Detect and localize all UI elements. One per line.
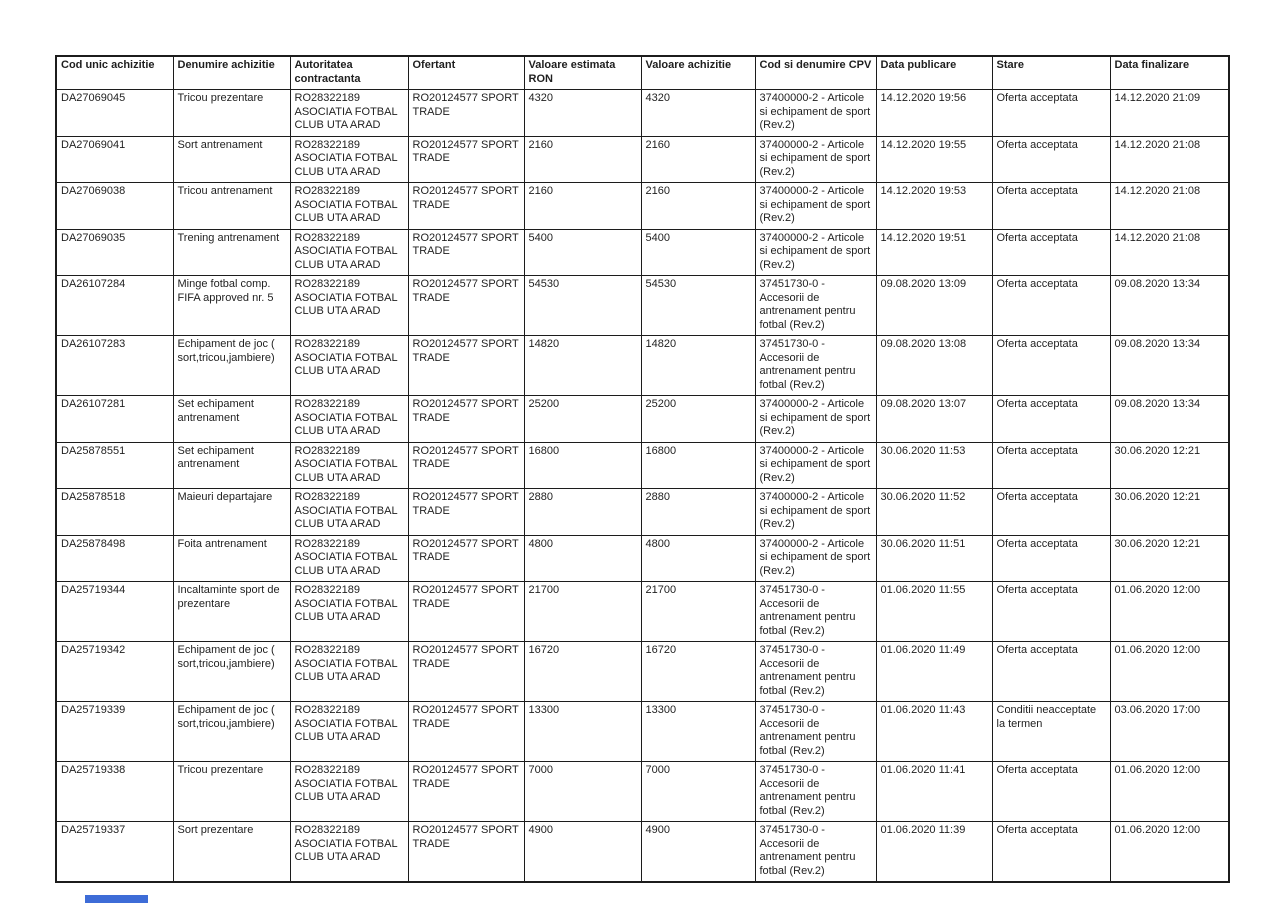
cell-valoare-achizitie: 2160 <box>641 136 755 183</box>
cell-cod-unic: DA25719344 <box>56 582 173 642</box>
column-header-valoare-achizitie: Valoare achizitie <box>641 56 755 90</box>
cell-autoritate: RO28322189 ASOCIATIA FOTBAL CLUB UTA ARAD <box>290 762 408 822</box>
cell-valoare-estimata: 54530 <box>524 276 641 336</box>
cell-valoare-achizitie: 16800 <box>641 442 755 489</box>
cell-valoare-achizitie: 4800 <box>641 535 755 582</box>
column-header-denumire: Denumire achizitie <box>173 56 290 90</box>
cell-valoare-achizitie: 2160 <box>641 183 755 230</box>
cell-ofertant: RO20124577 SPORT TRADE <box>408 702 524 762</box>
cell-valoare-achizitie: 14820 <box>641 336 755 396</box>
cell-denumire: Echipament de joc ( sort,tricou,jambiere) <box>173 702 290 762</box>
cell-data-finalizare: 01.06.2020 12:00 <box>1110 822 1229 883</box>
cell-cod-unic: DA26107281 <box>56 396 173 443</box>
column-header-autoritate: Autoritatea contractanta <box>290 56 408 90</box>
table-body <box>56 90 1229 883</box>
cell-cpv: 37451730-0 - Accesorii de antrenament pentru fotbal (Rev.2) <box>755 642 876 702</box>
cell-stare: Oferta acceptata <box>992 642 1110 702</box>
column-header-data-publicare: Data publicare <box>876 56 992 90</box>
cell-ofertant: RO20124577 SPORT TRADE <box>408 822 524 883</box>
cell-denumire: Sort antrenament <box>173 136 290 183</box>
cell-data-publicare: 14.12.2020 19:56 <box>876 90 992 137</box>
cell-valoare-estimata: 16800 <box>524 442 641 489</box>
cell-stare: Oferta acceptata <box>992 229 1110 276</box>
cell-data-publicare: 01.06.2020 11:41 <box>876 762 992 822</box>
cell-autoritate: RO28322189 ASOCIATIA FOTBAL CLUB UTA ARAD <box>290 442 408 489</box>
cell-data-publicare: 30.06.2020 11:51 <box>876 535 992 582</box>
table-row <box>56 822 1229 883</box>
cell-ofertant: RO20124577 SPORT TRADE <box>408 582 524 642</box>
cell-ofertant: RO20124577 SPORT TRADE <box>408 276 524 336</box>
cell-valoare-achizitie: 13300 <box>641 702 755 762</box>
cell-valoare-achizitie: 25200 <box>641 396 755 443</box>
cell-valoare-estimata: 25200 <box>524 396 641 443</box>
cell-data-publicare: 09.08.2020 13:08 <box>876 336 992 396</box>
cell-autoritate: RO28322189 ASOCIATIA FOTBAL CLUB UTA ARAD <box>290 396 408 443</box>
cell-data-publicare: 30.06.2020 11:52 <box>876 489 992 536</box>
cell-data-finalizare: 14.12.2020 21:08 <box>1110 183 1229 230</box>
table-row <box>56 229 1229 276</box>
cell-data-publicare: 14.12.2020 19:53 <box>876 183 992 230</box>
table-row <box>56 183 1229 230</box>
cell-data-publicare: 30.06.2020 11:53 <box>876 442 992 489</box>
cell-ofertant: RO20124577 SPORT TRADE <box>408 183 524 230</box>
column-header-cpv: Cod si denumire CPV <box>755 56 876 90</box>
cell-valoare-achizitie: 4320 <box>641 90 755 137</box>
table-row <box>56 489 1229 536</box>
cell-stare: Oferta acceptata <box>992 762 1110 822</box>
cell-cod-unic: DA25719339 <box>56 702 173 762</box>
cell-denumire: Set echipament antrenament <box>173 396 290 443</box>
table-row <box>56 396 1229 443</box>
cell-ofertant: RO20124577 SPORT TRADE <box>408 535 524 582</box>
cell-valoare-estimata: 2880 <box>524 489 641 536</box>
table-row <box>56 336 1229 396</box>
cell-cpv: 37451730-0 - Accesorii de antrenament pentru fotbal (Rev.2) <box>755 582 876 642</box>
cell-cod-unic: DA27069038 <box>56 183 173 230</box>
cell-valoare-estimata: 4900 <box>524 822 641 883</box>
cell-stare: Oferta acceptata <box>992 336 1110 396</box>
cell-valoare-estimata: 2160 <box>524 136 641 183</box>
cell-cpv: 37400000-2 - Articole si echipament de sport (Rev.2) <box>755 489 876 536</box>
cell-cod-unic: DA25719337 <box>56 822 173 883</box>
cell-denumire: Tricou prezentare <box>173 90 290 137</box>
table-row <box>56 276 1229 336</box>
cell-data-finalizare: 01.06.2020 12:00 <box>1110 642 1229 702</box>
column-header-ofertant: Ofertant <box>408 56 524 90</box>
cell-valoare-achizitie: 4900 <box>641 822 755 883</box>
cell-valoare-achizitie: 21700 <box>641 582 755 642</box>
table-row <box>56 642 1229 702</box>
cell-ofertant: RO20124577 SPORT TRADE <box>408 762 524 822</box>
cell-data-publicare: 01.06.2020 11:55 <box>876 582 992 642</box>
cell-data-publicare: 01.06.2020 11:49 <box>876 642 992 702</box>
cell-data-finalizare: 01.06.2020 12:00 <box>1110 762 1229 822</box>
cell-cod-unic: DA26107283 <box>56 336 173 396</box>
cell-cpv: 37400000-2 - Articole si echipament de sport (Rev.2) <box>755 396 876 443</box>
cell-autoritate: RO28322189 ASOCIATIA FOTBAL CLUB UTA ARAD <box>290 822 408 883</box>
cell-stare: Oferta acceptata <box>992 183 1110 230</box>
cell-ofertant: RO20124577 SPORT TRADE <box>408 336 524 396</box>
cell-cpv: 37400000-2 - Articole si echipament de sport (Rev.2) <box>755 90 876 137</box>
cell-denumire: Maieuri departajare <box>173 489 290 536</box>
cell-valoare-estimata: 21700 <box>524 582 641 642</box>
cell-cpv: 37400000-2 - Articole si echipament de sport (Rev.2) <box>755 535 876 582</box>
cell-cod-unic: DA25878551 <box>56 442 173 489</box>
cell-denumire: Tricou antrenament <box>173 183 290 230</box>
cell-data-finalizare: 09.08.2020 13:34 <box>1110 276 1229 336</box>
cell-valoare-achizitie: 54530 <box>641 276 755 336</box>
column-header-data-finalizare: Data finalizare <box>1110 56 1229 90</box>
cell-data-finalizare: 09.08.2020 13:34 <box>1110 396 1229 443</box>
cell-stare: Oferta acceptata <box>992 136 1110 183</box>
cell-stare: Conditii neacceptate la termen <box>992 702 1110 762</box>
procurement-table <box>55 55 1230 883</box>
cell-valoare-estimata: 4320 <box>524 90 641 137</box>
cell-valoare-estimata: 7000 <box>524 762 641 822</box>
table-row <box>56 762 1229 822</box>
cell-data-publicare: 01.06.2020 11:39 <box>876 822 992 883</box>
cell-autoritate: RO28322189 ASOCIATIA FOTBAL CLUB UTA ARAD <box>290 582 408 642</box>
cell-data-finalizare: 14.12.2020 21:08 <box>1110 229 1229 276</box>
cell-autoritate: RO28322189 ASOCIATIA FOTBAL CLUB UTA ARAD <box>290 535 408 582</box>
cell-data-finalizare: 01.06.2020 12:00 <box>1110 582 1229 642</box>
cell-cpv: 37451730-0 - Accesorii de antrenament pentru fotbal (Rev.2) <box>755 762 876 822</box>
cell-autoritate: RO28322189 ASOCIATIA FOTBAL CLUB UTA ARAD <box>290 136 408 183</box>
table-row <box>56 442 1229 489</box>
cell-cod-unic: DA27069045 <box>56 90 173 137</box>
cell-valoare-estimata: 4800 <box>524 535 641 582</box>
cell-ofertant: RO20124577 SPORT TRADE <box>408 90 524 137</box>
cell-cpv: 37451730-0 - Accesorii de antrenament pentru fotbal (Rev.2) <box>755 276 876 336</box>
cell-cod-unic: DA27069041 <box>56 136 173 183</box>
cell-autoritate: RO28322189 ASOCIATIA FOTBAL CLUB UTA ARAD <box>290 336 408 396</box>
cell-cod-unic: DA25878518 <box>56 489 173 536</box>
cell-valoare-estimata: 14820 <box>524 336 641 396</box>
cell-valoare-estimata: 16720 <box>524 642 641 702</box>
bottom-accent-bar <box>85 895 148 903</box>
cell-stare: Oferta acceptata <box>992 396 1110 443</box>
cell-data-finalizare: 30.06.2020 12:21 <box>1110 442 1229 489</box>
cell-stare: Oferta acceptata <box>992 535 1110 582</box>
cell-ofertant: RO20124577 SPORT TRADE <box>408 442 524 489</box>
cell-stare: Oferta acceptata <box>992 442 1110 489</box>
cell-cpv: 37400000-2 - Articole si echipament de sport (Rev.2) <box>755 136 876 183</box>
cell-cod-unic: DA25878498 <box>56 535 173 582</box>
column-header-stare: Stare <box>992 56 1110 90</box>
cell-data-finalizare: 09.08.2020 13:34 <box>1110 336 1229 396</box>
cell-stare: Oferta acceptata <box>992 276 1110 336</box>
cell-stare: Oferta acceptata <box>992 489 1110 536</box>
table-row <box>56 535 1229 582</box>
cell-denumire: Set echipament antrenament <box>173 442 290 489</box>
cell-data-publicare: 09.08.2020 13:09 <box>876 276 992 336</box>
column-header-cod-unic: Cod unic achizitie <box>56 56 173 90</box>
cell-valoare-achizitie: 7000 <box>641 762 755 822</box>
table-row <box>56 582 1229 642</box>
cell-cod-unic: DA25719342 <box>56 642 173 702</box>
table-row <box>56 136 1229 183</box>
column-header-valoare-estimata: Valoare estimata RON <box>524 56 641 90</box>
cell-autoritate: RO28322189 ASOCIATIA FOTBAL CLUB UTA ARAD <box>290 489 408 536</box>
cell-cpv: 37451730-0 - Accesorii de antrenament pentru fotbal (Rev.2) <box>755 702 876 762</box>
cell-autoritate: RO28322189 ASOCIATIA FOTBAL CLUB UTA ARAD <box>290 229 408 276</box>
cell-stare: Oferta acceptata <box>992 822 1110 883</box>
cell-data-finalizare: 14.12.2020 21:09 <box>1110 90 1229 137</box>
cell-autoritate: RO28322189 ASOCIATIA FOTBAL CLUB UTA ARAD <box>290 90 408 137</box>
table-header <box>56 56 1229 90</box>
cell-data-publicare: 01.06.2020 11:43 <box>876 702 992 762</box>
cell-cpv: 37400000-2 - Articole si echipament de sport (Rev.2) <box>755 442 876 489</box>
cell-ofertant: RO20124577 SPORT TRADE <box>408 136 524 183</box>
cell-denumire: Sort prezentare <box>173 822 290 883</box>
cell-cod-unic: DA27069035 <box>56 229 173 276</box>
cell-autoritate: RO28322189 ASOCIATIA FOTBAL CLUB UTA ARAD <box>290 702 408 762</box>
cell-data-finalizare: 30.06.2020 12:21 <box>1110 489 1229 536</box>
cell-denumire: Echipament de joc ( sort,tricou,jambiere) <box>173 336 290 396</box>
table-row <box>56 90 1229 137</box>
cell-stare: Oferta acceptata <box>992 582 1110 642</box>
table-header-row <box>56 56 1229 90</box>
cell-data-finalizare: 03.06.2020 17:00 <box>1110 702 1229 762</box>
cell-denumire: Tricou prezentare <box>173 762 290 822</box>
cell-valoare-achizitie: 2880 <box>641 489 755 536</box>
cell-cod-unic: DA25719338 <box>56 762 173 822</box>
cell-data-publicare: 14.12.2020 19:55 <box>876 136 992 183</box>
cell-data-finalizare: 14.12.2020 21:08 <box>1110 136 1229 183</box>
cell-data-finalizare: 30.06.2020 12:21 <box>1110 535 1229 582</box>
cell-valoare-estimata: 5400 <box>524 229 641 276</box>
cell-valoare-estimata: 13300 <box>524 702 641 762</box>
table-row <box>56 702 1229 762</box>
cell-denumire: Incaltaminte sport de prezentare <box>173 582 290 642</box>
cell-autoritate: RO28322189 ASOCIATIA FOTBAL CLUB UTA ARAD <box>290 642 408 702</box>
cell-ofertant: RO20124577 SPORT TRADE <box>408 642 524 702</box>
cell-cpv: 37451730-0 - Accesorii de antrenament pentru fotbal (Rev.2) <box>755 336 876 396</box>
cell-denumire: Foita antrenament <box>173 535 290 582</box>
cell-autoritate: RO28322189 ASOCIATIA FOTBAL CLUB UTA ARAD <box>290 276 408 336</box>
cell-valoare-achizitie: 5400 <box>641 229 755 276</box>
cell-ofertant: RO20124577 SPORT TRADE <box>408 229 524 276</box>
cell-cpv: 37400000-2 - Articole si echipament de sport (Rev.2) <box>755 183 876 230</box>
cell-data-publicare: 14.12.2020 19:51 <box>876 229 992 276</box>
cell-valoare-achizitie: 16720 <box>641 642 755 702</box>
cell-autoritate: RO28322189 ASOCIATIA FOTBAL CLUB UTA ARAD <box>290 183 408 230</box>
cell-cpv: 37451730-0 - Accesorii de antrenament pentru fotbal (Rev.2) <box>755 822 876 883</box>
cell-denumire: Trening antrenament <box>173 229 290 276</box>
cell-cod-unic: DA26107284 <box>56 276 173 336</box>
cell-data-publicare: 09.08.2020 13:07 <box>876 396 992 443</box>
cell-denumire: Echipament de joc ( sort,tricou,jambiere) <box>173 642 290 702</box>
cell-stare: Oferta acceptata <box>992 90 1110 137</box>
cell-cpv: 37400000-2 - Articole si echipament de sport (Rev.2) <box>755 229 876 276</box>
cell-valoare-estimata: 2160 <box>524 183 641 230</box>
cell-denumire: Minge fotbal comp. FIFA approved nr. 5 <box>173 276 290 336</box>
cell-ofertant: RO20124577 SPORT TRADE <box>408 489 524 536</box>
cell-ofertant: RO20124577 SPORT TRADE <box>408 396 524 443</box>
